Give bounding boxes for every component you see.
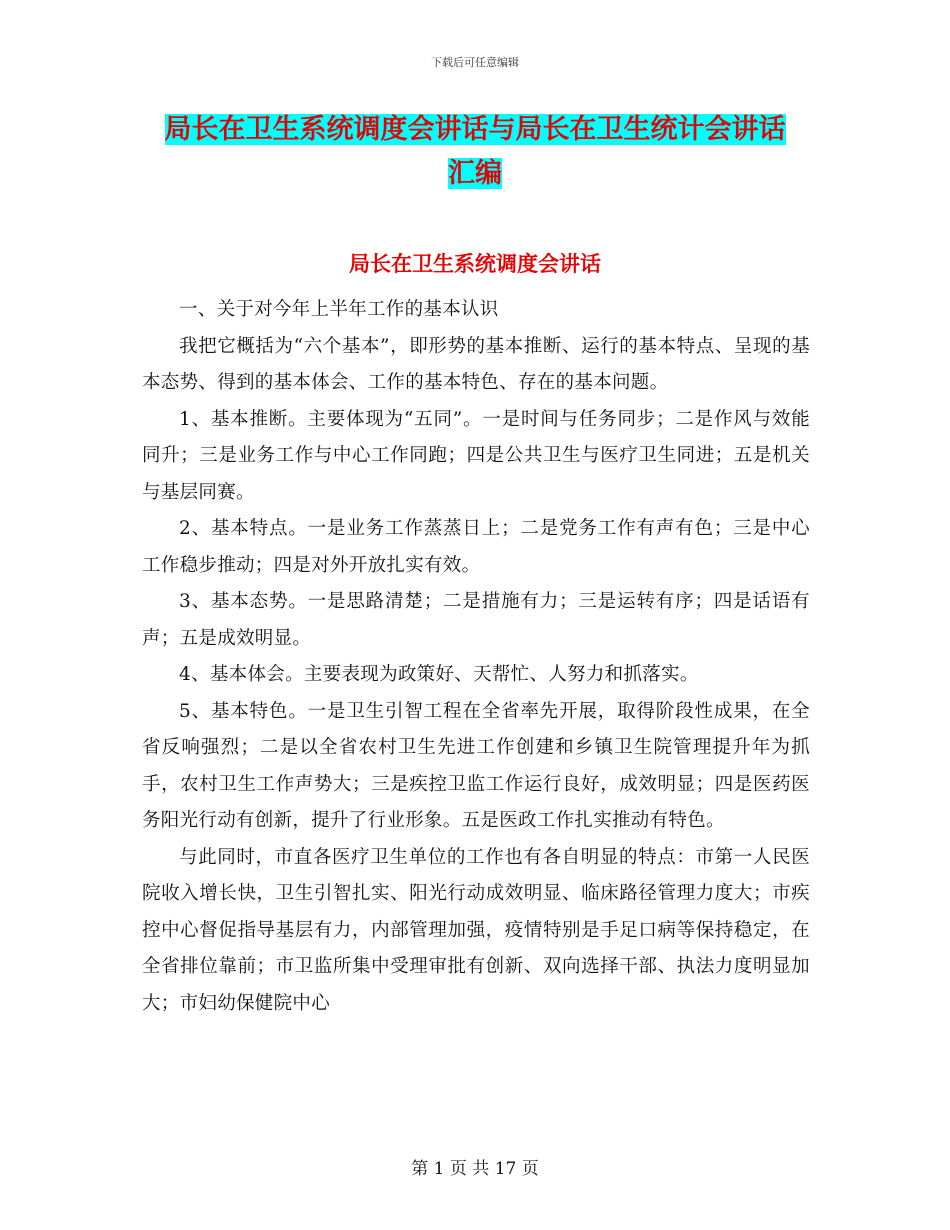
paragraph: 4、基本体会。主要表现为政策好、天帮忙、人努力和抓落实。 [179, 664, 699, 685]
section-title: 局长在卫生系统调度会讲话 [349, 252, 601, 276]
paragraph: 2、基本特点。一是业务工作蒸蒸日上；二是党务工作有声有色；三是中心工作稳步推动；四是对外开放扎实有效。 [142, 518, 810, 576]
document-title [140, 108, 810, 196]
paragraph: 3、基本态势。一是思路清楚；二是措施有力；三是运转有序；四是话语有声；五是成效明显。 [142, 591, 810, 649]
document-title-line-2: 汇编 [448, 158, 502, 189]
paragraph: 我把它概括为“六个基本”，即形势的基本推断、运行的基本特点、呈现的基本态势、得到的基本体会、工作的基本特色、存在的基本问题。 [142, 335, 810, 393]
page-number-footer: 第 1 页 共 17 页 [411, 1159, 539, 1179]
document-title-line-1: 局长在卫生系统调度会讲话与局长在卫生统计会讲话 [164, 114, 786, 145]
paragraph-heading-1: 一、关于对今年上半年工作的基本认识 [179, 299, 499, 320]
document-body [142, 292, 810, 1022]
paragraph: 1、基本推断。主要体现为“五同”。一是时间与任务同步；二是作风与效能同升；三是业务工作与中心工作同跑；四是公共卫生与医疗卫生同进；五是机关与基层同赛。 [142, 408, 810, 503]
page-header-note: 下载后可任意编辑 [431, 56, 519, 69]
paragraph: 与此同时，市直各医疗卫生单位的工作也有各自明显的特点：市第一人民医院收入增长快，卫生引智扎实、阳光行动成效明显、临床路径管理力度大；市疾控中心督促指导基层有力，内部管理加强，疫情特别是手足口病等保持稳定，在全省排位靠前；市卫监所集中受理审批有创新、双向选择干部、执法力度明显加大；市妇幼保健院中心 [142, 846, 810, 1014]
paragraph: 5、基本特色。一是卫生引智工程在全省率先开展，取得阶段性成果，在全省反响强烈；二是以全省农村卫生先进工作创建和乡镇卫生院管理提升年为抓手，农村卫生工作声势大；三是疾控卫监工作运行良好，成效明显；四是医药医务阳光行动有创新，提升了行业形象。五是医政工作扎实推动有特色。 [142, 700, 810, 831]
